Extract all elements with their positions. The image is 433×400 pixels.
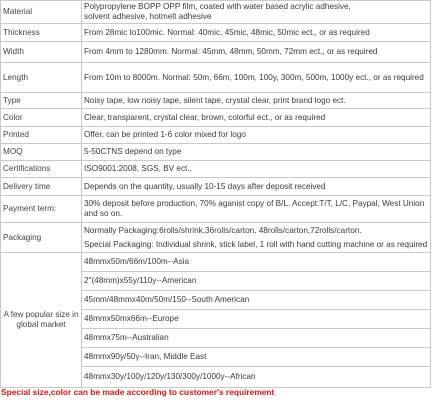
value-moq: 5-50CTNS depend on type (82, 144, 431, 161)
row-type (1, 93, 431, 109)
value-printed: Offer, can be printed 1-6 color mixed for logo (82, 127, 431, 144)
row-moq (1, 144, 431, 161)
payment-line-1: 30% deposit before production, 70% aganist copy of B/L. Accept:T/T, L/C, Paypal, West Union (84, 199, 425, 209)
label-type: Type (1, 93, 82, 109)
row-color (1, 109, 431, 127)
row-material (1, 1, 431, 24)
label-length: Length (1, 63, 82, 93)
label-width: Width (1, 42, 82, 63)
row-payment-term (1, 196, 431, 223)
label-certifications: Certifications (1, 161, 82, 178)
value-certifications: ISO9001:2008, SGS, BV ect., (82, 161, 431, 178)
row-thickness (1, 24, 431, 42)
label-thickness: Thickness (1, 24, 82, 42)
popular-label-line-2: in global market (16, 310, 79, 329)
popular-size-item: 2"(48mm)x55y/110y--American (82, 272, 431, 291)
popular-size-item: 48mmx50m/66m/100m--Asia (82, 253, 431, 272)
row-delivery-time (1, 178, 431, 196)
packaging-line-1: Normally Packaging:6rolls/shrink,36rolls/carton, 48rolls/carton,72rolls/carton. (84, 225, 362, 235)
value-material (82, 1, 431, 24)
popular-size-item: 48mmx50mx66m--Europe (82, 310, 431, 329)
label-popular-sizes (1, 253, 82, 388)
special-requirement-note: Special size,color can be made according to customer's requirement (1, 387, 275, 397)
value-payment-term (82, 196, 431, 223)
label-payment-term: Payment term: (1, 196, 82, 223)
row-width (1, 42, 431, 63)
value-thickness: From 28mic to100mic. Normal: 40mic, 45mic, 48mic, 50mic ect., or as required (82, 24, 431, 42)
payment-line-2: and so on. (84, 209, 123, 218)
value-width: From 4mm to 1280mm. Normal: 45mm, 48mm, 50mm, 72mm ect., or as required (82, 42, 431, 63)
row-packaging (1, 223, 431, 253)
popular-size-item: 48mmx30y/100y/120y/130/300y/1000y--African (82, 367, 431, 388)
material-line-2: solvent adhesive, hotmelt adhesive (84, 12, 212, 21)
label-color: Color (1, 109, 82, 127)
row-popular-size-1 (1, 253, 431, 272)
value-delivery-time: Depends on the quantity, usually 10-15 days after deposit received (82, 178, 431, 196)
row-certifications (1, 161, 431, 178)
label-material: Material (1, 1, 82, 24)
row-printed (1, 127, 431, 144)
material-line-1: Polypropylene BOPP OPP film, coated with water based acrylic adhesive, (84, 2, 351, 12)
popular-size-item: 48mmx90y/50y--Iran, Middle East (82, 348, 431, 367)
label-packaging: Packaging (1, 223, 82, 253)
value-type: Noisy tape, low noisy tape, silent tape, crystal clear, print brand logo ect. (82, 93, 431, 109)
popular-label-line-1: A few popular size (3, 310, 70, 320)
packaging-line-2: Special Packaging: Individual shrink, stick label, 1 roll with hand cutting machine or as required (84, 239, 428, 249)
value-length: From 10m to 8000m. Normal: 50m, 66m, 100m, 100y, 300m, 500m, 1000y ect., or as required (82, 63, 431, 93)
value-color: Clear, transparent, crystal clear, brown, colorful ect., or as required (82, 109, 431, 127)
popular-size-item: 48mmx75m--Australian (82, 329, 431, 348)
label-moq: MOQ (1, 144, 82, 161)
label-delivery-time: Delivery time (1, 178, 82, 196)
row-length (1, 63, 431, 93)
popular-size-item: 45mm/48mmx40m/50m/150--South American (82, 291, 431, 310)
label-printed: Printed (1, 127, 82, 144)
value-packaging (82, 223, 431, 253)
